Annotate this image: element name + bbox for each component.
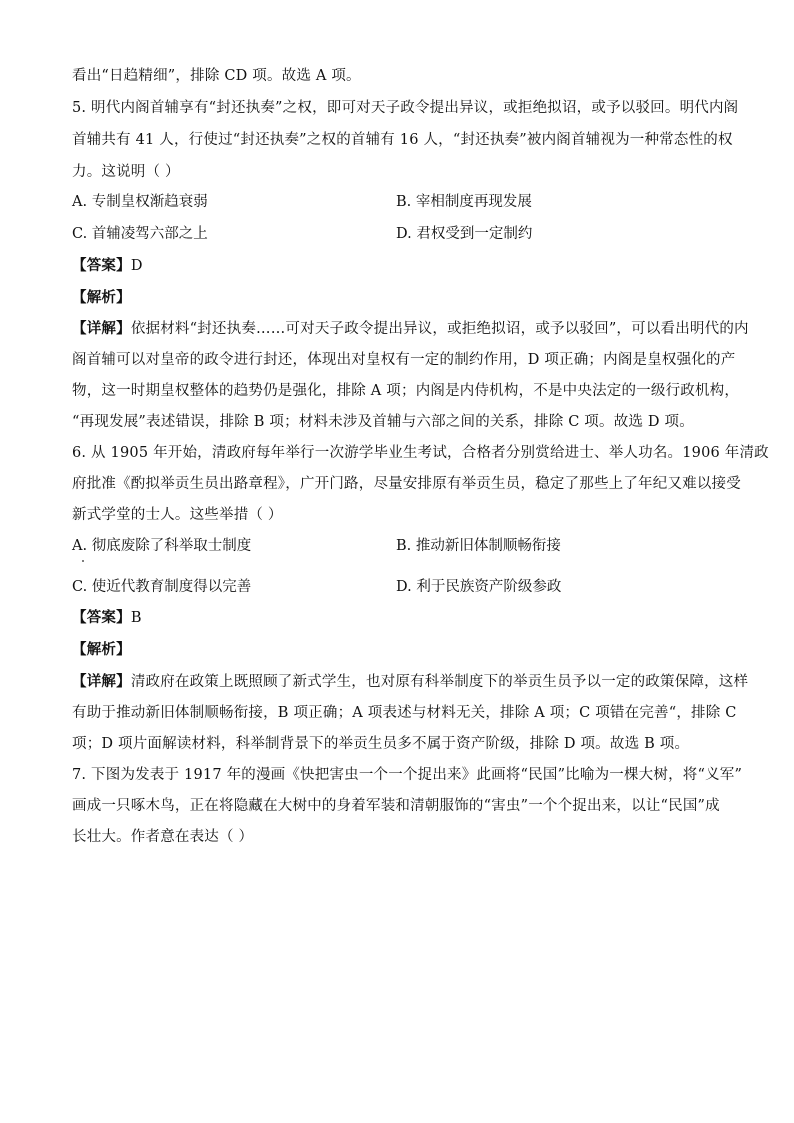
q6-option-a: A. 彻底废除了科举取士制度 [72,538,252,554]
q7-stem-line-1: 7. 下图为发表于 1917 年的漫画《快把害虫一个一个捉出来》此画将“民国”比喻为一棵大树，将“义军” [72,767,743,783]
q6-detail-tag: 【详解】 [72,673,131,690]
q6-detail-line-1 [72,672,749,692]
q6-analysis-tag: 【解析】 [72,641,131,658]
q5-detail-line-1 [72,319,749,339]
q5-detail-tag: 【详解】 [72,320,131,337]
q7-stem-line-3: 长壮大。作者意在表达（ ） [72,829,254,845]
q5-analysis-tag: 【解析】 [72,289,131,306]
q6-analysis-heading [72,640,722,660]
q6-option-c: C. 使近代教育制度得以完善 [72,579,252,595]
q5-detail-text-1: 依据材料“封还执奏……可对天子政令提出异议，或拒绝拟诏，或予以驳回”，可以看出明代的内 [130,321,749,337]
q4-conclusion: 看出“日趋精细”，排除 CD 项。故选 A 项。 [72,68,361,84]
q5-option-a: A. 专制皇权渐趋衰弱 [72,194,208,210]
stray-dot [82,560,84,562]
q7-stem-line-2: 画成一只啄木鸟，正在将隐藏在大树中的身着军装和清朝服饰的“害虫”一个个捉出来，以让“民国”成 [72,798,720,814]
q5-analysis-heading [72,288,722,308]
q5-stem-line-2: 首辅共有 41 人，行使过“封还执奏”之权的首辅有 16 人，“封还执奏”被内阁首辅视为一种常态性的权 [72,132,733,148]
q6-answer-value: B [130,610,142,626]
q5-stem-line-3: 力。这说明（ ） [72,164,180,180]
q6-detail-line-2: 有助于推动新旧体制顺畅衔接，B 项正确；A 项表述与材料无关，排除 A 项；C 项错在完善“，排除 C [72,705,737,721]
q5-answer-line [72,256,722,276]
q5-detail-line-2: 阁首辅可以对皇帝的政令进行封还，体现出对皇权有一定的制约作用，D 项正确；内阁是皇权强化的产 [72,352,736,368]
q6-stem-line-2: 府批准《酌拟举贡生员出路章程》，广开门路，尽量安排原有举贡生员，稳定了那些上了年纪又难以接受 [72,476,741,492]
q5-detail-line-4: “再现发展”表述错误，排除 B 项；材料未涉及首辅与六部之间的关系，排除 C 项。故选 D 项。 [72,414,694,430]
q6-stem-line-3: 新式学堂的士人。这些举措（ ） [72,507,283,523]
q6-stem-line-1: 6. 从 1905 年开始，清政府每年举行一次游学毕业生考试，合格者分别赏给进士、举人功名。1906 年清政 [72,445,769,461]
q5-detail-line-3: 物，这一时期皇权整体的趋势仍是强化，排除 A 项；内阁是内侍机构，不是中央法定的一级行政机构， [72,383,740,399]
q6-answer-tag: 【答案】 [72,609,131,626]
q5-answer-tag: 【答案】 [72,257,131,274]
q5-answer-value: D [130,258,143,274]
q5-option-c: C. 首辅凌驾六部之上 [72,226,208,242]
q6-option-b: B. 推动新旧体制顺畅衔接 [396,538,561,554]
q5-stem-line-1: 5. 明代内阁首辅享有“封还执奏”之权，即可对天子政令提出异议，或拒绝拟诏，或予以驳回。明代内阁 [72,100,739,116]
q6-detail-line-3: 项；D 项片面解读材料，科举制背景下的举贡生员多不属于资产阶级，排除 D 项。故选 B 项。 [72,736,690,752]
q6-answer-line [72,608,722,628]
q6-option-d: D. 利于民族资产阶级参政 [396,579,562,595]
q5-option-b: B. 宰相制度再现发展 [396,194,532,210]
q5-option-d: D. 君权受到一定制约 [396,226,533,242]
q6-detail-text-1: 清政府在政策上既照顾了新式学生，也对原有科举制度下的举贡生员予以一定的政策保障，这样 [130,674,749,690]
